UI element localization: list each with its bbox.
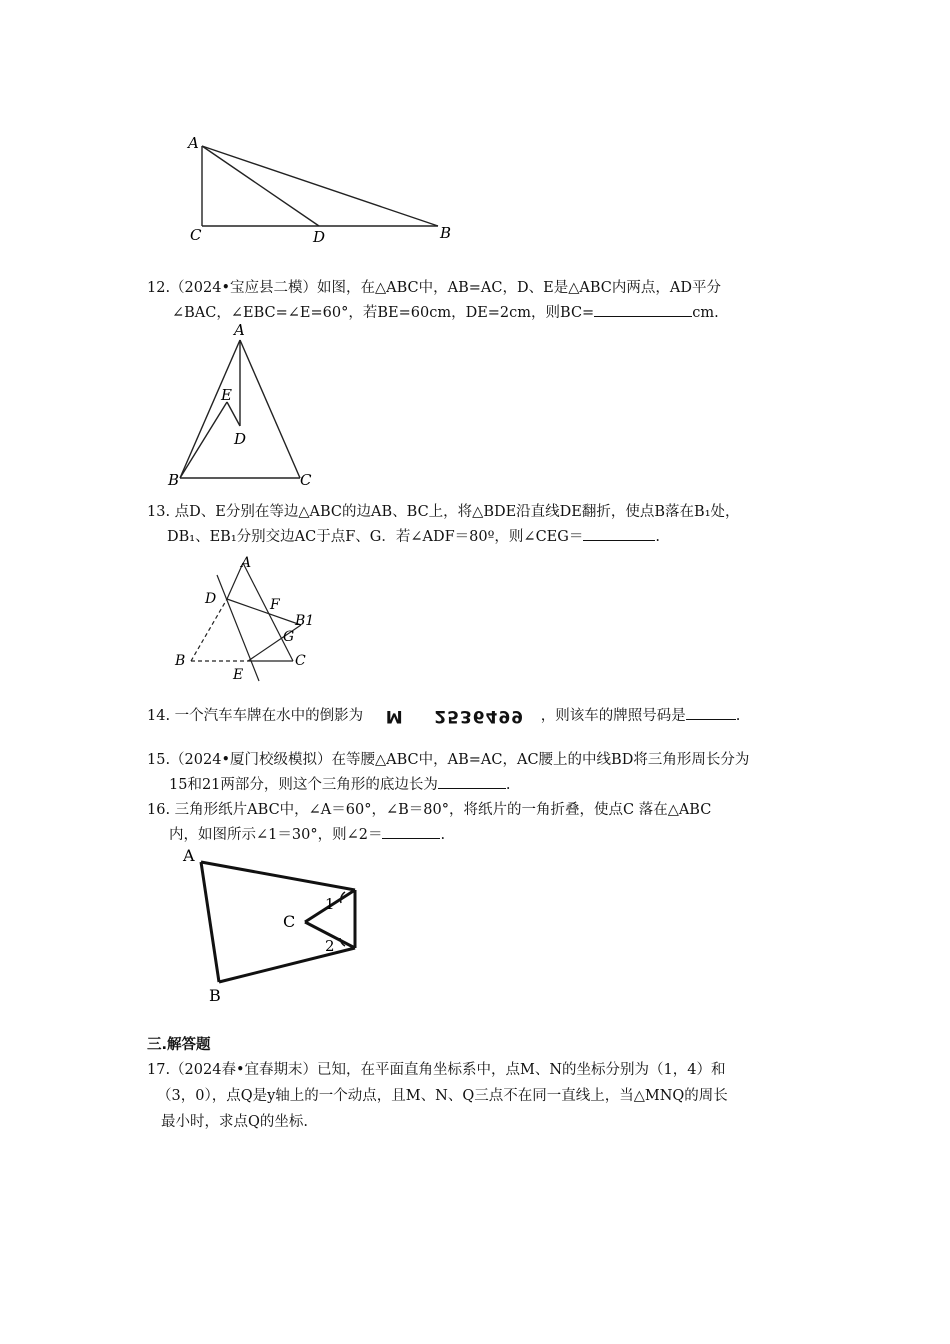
question-14: 14. 一个汽车车牌在水中的倒影为 M 2536499 ，则该车的牌照号码是 .	[147, 703, 740, 729]
answer-blank-q14[interactable]	[686, 705, 736, 720]
q13-line2: DB₁、EB₁分别交边AC于点F、G．若∠ADF＝80º，则∠CEG＝ .	[147, 525, 740, 550]
q15-line2: 15和21两部分，则这个三角形的底边长为 .	[147, 773, 749, 798]
figure-q12-isosceles-triangle	[160, 318, 330, 488]
q17-line1: 17.（2024春•宜春期末）已知，在平面直角坐标系中，点M、N的坐标分别为（1，4）和	[147, 1062, 726, 1078]
label-b: B	[175, 653, 186, 669]
segment-db-dashed	[191, 599, 227, 661]
answer-blank-q13[interactable]	[583, 526, 655, 541]
question-17	[147, 1057, 728, 1135]
segment-be	[180, 402, 227, 478]
segment-ad	[202, 146, 319, 226]
label-a: A	[241, 555, 252, 571]
label-a: A	[188, 134, 199, 152]
question-16	[147, 798, 711, 848]
q17-line3: 最小时，求点Q的坐标.	[161, 1114, 308, 1130]
segment-ac	[243, 563, 293, 661]
label-b: B	[168, 471, 180, 488]
answer-blank-q12[interactable]	[594, 302, 692, 317]
edge-ab	[201, 862, 219, 982]
label-d: D	[234, 430, 247, 448]
label-b: B	[209, 986, 221, 1005]
section-heading-solutions: 三.解答题	[147, 1037, 211, 1053]
label-b1: B1	[295, 613, 315, 629]
q16-line2: 内，如图所示∠1＝30°，则∠2＝ .	[147, 823, 711, 848]
label-f: F	[270, 597, 280, 613]
segment-ed	[227, 402, 240, 426]
label-e: E	[233, 667, 244, 683]
figure-q16-folded-paper	[175, 845, 375, 1010]
label-angle-2: 2	[325, 937, 335, 955]
q12-line2: ∠BAC，∠EBC=∠E=60°，若BE=60cm，DE=2cm，则BC= cm.	[147, 301, 721, 326]
q17-line2: （3，0），点Q是y轴上的一个动点，且M、N、Q三点不在同一直线上，当△MNQ的周长	[157, 1088, 728, 1104]
answer-blank-q15[interactable]	[438, 774, 506, 789]
label-angle-1: 1	[325, 895, 335, 913]
label-c: C	[300, 471, 312, 488]
q13-line1: 13. 点D、E分别在等边△ABC的边AB、BC上，将△BDE沿直线DE翻折，使点B落在B₁处，	[147, 504, 740, 520]
q15-line1: 15.（2024•厦门校级模拟）在等腰△ABC中，AB=AC，AC腰上的中线BD将三角形周长分为	[147, 752, 750, 768]
label-c: C	[295, 653, 306, 669]
segment-ac	[240, 340, 300, 478]
question-13	[147, 500, 740, 550]
q16-line1: 16. 三角形纸片ABC中，∠A＝60°，∠B＝80°，将纸片的一角折叠，使点C 落在△ABC	[147, 802, 712, 818]
figure-q13-folded-triangle	[165, 555, 325, 690]
plate-left-chars: M	[385, 706, 404, 726]
label-c: C	[283, 912, 296, 931]
label-e: E	[221, 386, 232, 404]
license-plate-reflection	[386, 703, 524, 729]
edge-a-top	[201, 862, 355, 890]
label-b: B	[440, 224, 452, 242]
label-a: A	[183, 846, 195, 865]
plate-right-chars: 2536499	[434, 706, 525, 726]
label-d: D	[205, 591, 217, 607]
segment-ab	[202, 146, 438, 226]
q12-line1: 12.（2024•宝应县二模）如图，在△ABC中，AB=AC，D、E是△ABC内两点，AD平分	[147, 280, 721, 296]
edge-b-bottom	[219, 948, 355, 982]
fold-line-de	[217, 575, 259, 681]
figure-q11-right-triangle	[180, 128, 460, 248]
label-d: D	[313, 228, 326, 246]
label-c: C	[190, 226, 202, 244]
label-a: A	[234, 321, 245, 339]
question-15	[147, 748, 749, 798]
label-g: G	[283, 629, 295, 645]
answer-blank-q16[interactable]	[382, 824, 440, 839]
